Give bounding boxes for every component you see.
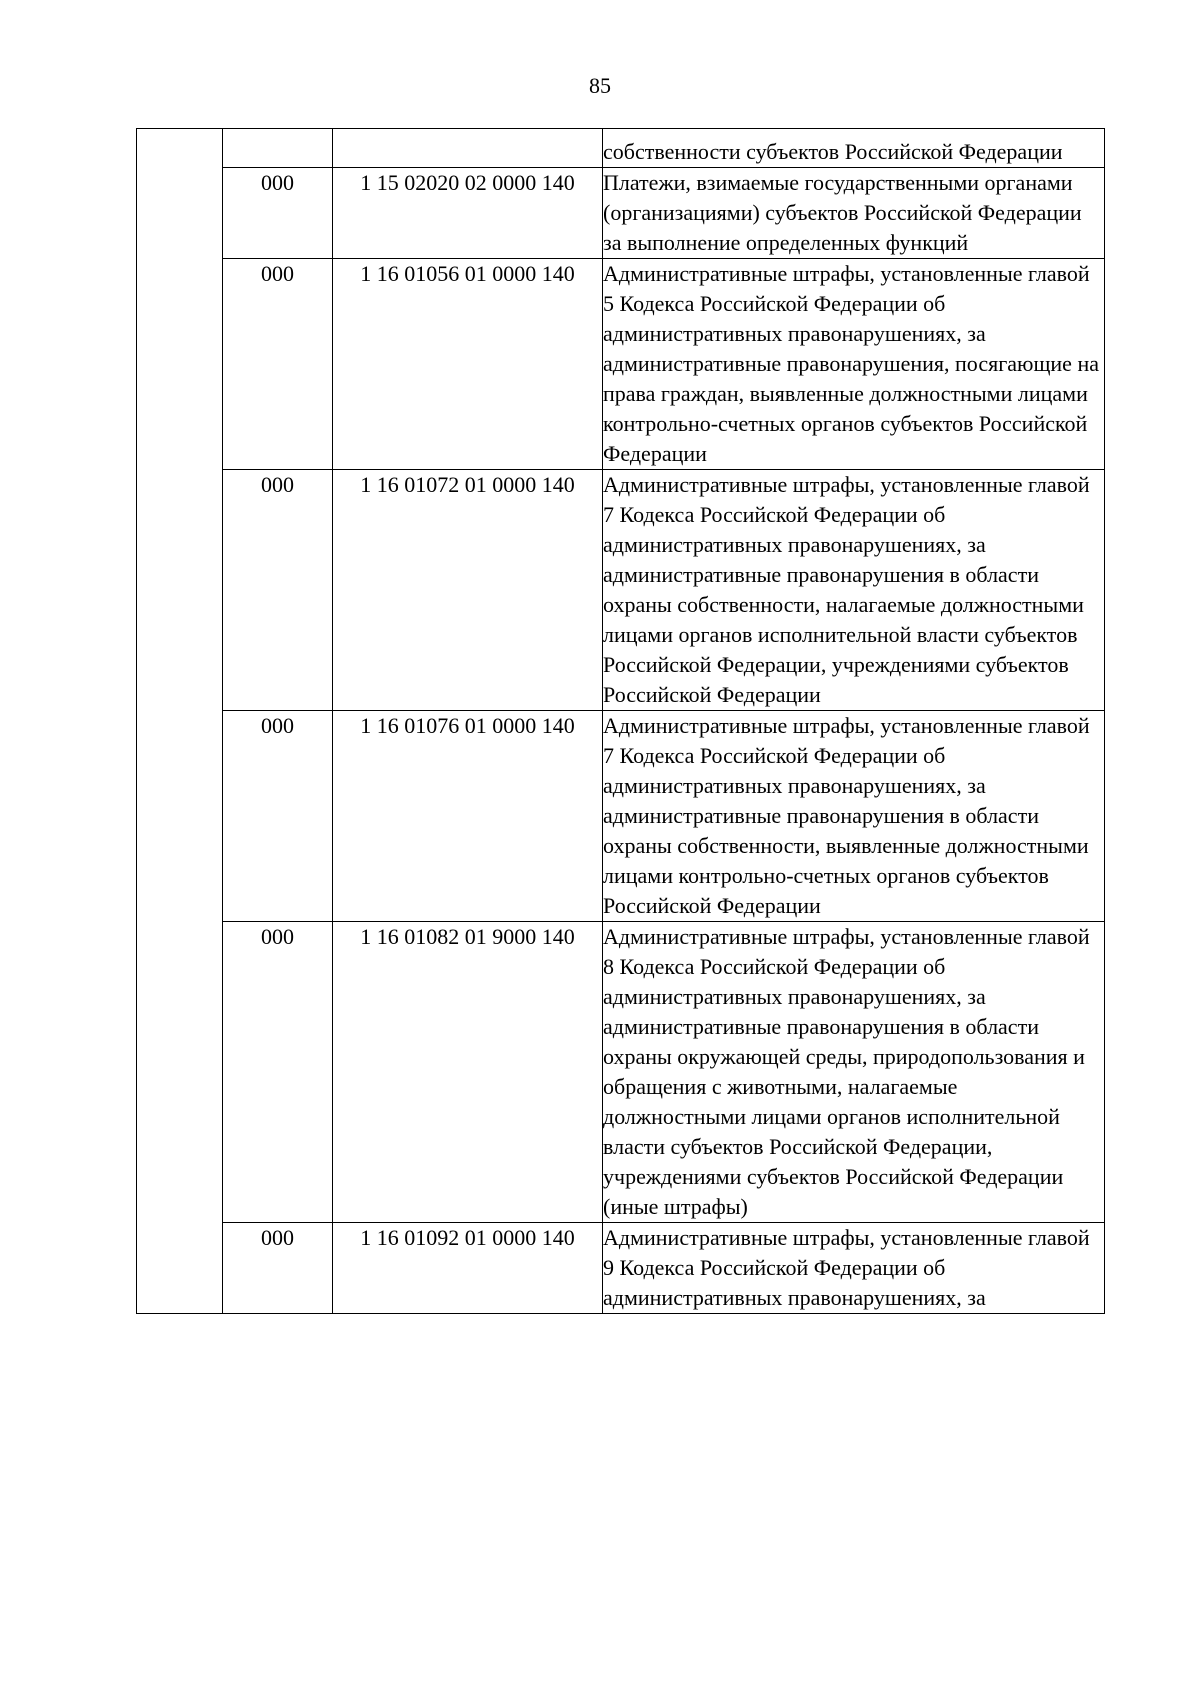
table-row bbox=[137, 711, 1105, 922]
admin-code-cell bbox=[223, 129, 333, 168]
kbk-code-cell: 1 16 01072 01 0000 140 bbox=[333, 470, 603, 711]
admin-code-cell: 000 bbox=[223, 922, 333, 1223]
admin-code-cell: 000 bbox=[223, 1223, 333, 1314]
description-cell: Административные штрафы, установленные главой 7 Кодекса Российской Федерации об административных правонарушениях, за административные правонарушения в области охраны собственности, выявленные должностными лицами контрольно-счетных органов субъектов Российской Федерации bbox=[603, 711, 1105, 922]
table-row bbox=[137, 259, 1105, 470]
kbk-code-cell: 1 15 02020 02 0000 140 bbox=[333, 168, 603, 259]
admin-code-cell: 000 bbox=[223, 711, 333, 922]
table-row bbox=[137, 168, 1105, 259]
kbk-code-cell: 1 16 01076 01 0000 140 bbox=[333, 711, 603, 922]
admin-code-cell: 000 bbox=[223, 470, 333, 711]
table-row bbox=[137, 129, 1105, 168]
kbk-code-cell: 1 16 01092 01 0000 140 bbox=[333, 1223, 603, 1314]
kbk-code-cell: 1 16 01082 01 9000 140 bbox=[333, 922, 603, 1223]
table-row bbox=[137, 922, 1105, 1223]
description-cell: собственности субъектов Российской Федерации bbox=[603, 129, 1105, 168]
admin-code-cell: 000 bbox=[223, 259, 333, 470]
description-cell: Административные штрафы, установленные главой 9 Кодекса Российской Федерации об административных правонарушениях, за bbox=[603, 1223, 1105, 1314]
table-row bbox=[137, 470, 1105, 711]
revenue-codes-table bbox=[136, 128, 1105, 1314]
page-number: 85 bbox=[589, 73, 611, 98]
kbk-code-cell: 1 16 01056 01 0000 140 bbox=[333, 259, 603, 470]
description-cell: Административные штрафы, установленные главой 8 Кодекса Российской Федерации об административных правонарушениях, за административные правонарушения в области охраны окружающей среды, природопользования и обращения с животными, налагаемые должностными лицами органов исполнительной власти субъектов Российской Федерации, учреждениями субъектов Российской Федерации (иные штрафы) bbox=[603, 922, 1105, 1223]
description-cell: Административные штрафы, установленные главой 5 Кодекса Российской Федерации об административных правонарушениях, за административные правонарушения, посягающие на права граждан, выявленные должностными лицами контрольно-счетных органов субъектов Российской Федерации bbox=[603, 259, 1105, 470]
empty-cell bbox=[137, 129, 223, 1314]
kbk-code-cell bbox=[333, 129, 603, 168]
admin-code-cell: 000 bbox=[223, 168, 333, 259]
description-cell: Административные штрафы, установленные главой 7 Кодекса Российской Федерации об административных правонарушениях, за административные правонарушения в области охраны собственности, налагаемые должностными лицами органов исполнительной власти субъектов Российской Федерации, учреждениями субъектов Российской Федерации bbox=[603, 470, 1105, 711]
description-cell: Платежи, взимаемые государственными органами (организациями) субъектов Российской Федерации за выполнение определенных функций bbox=[603, 168, 1105, 259]
table-row bbox=[137, 1223, 1105, 1314]
